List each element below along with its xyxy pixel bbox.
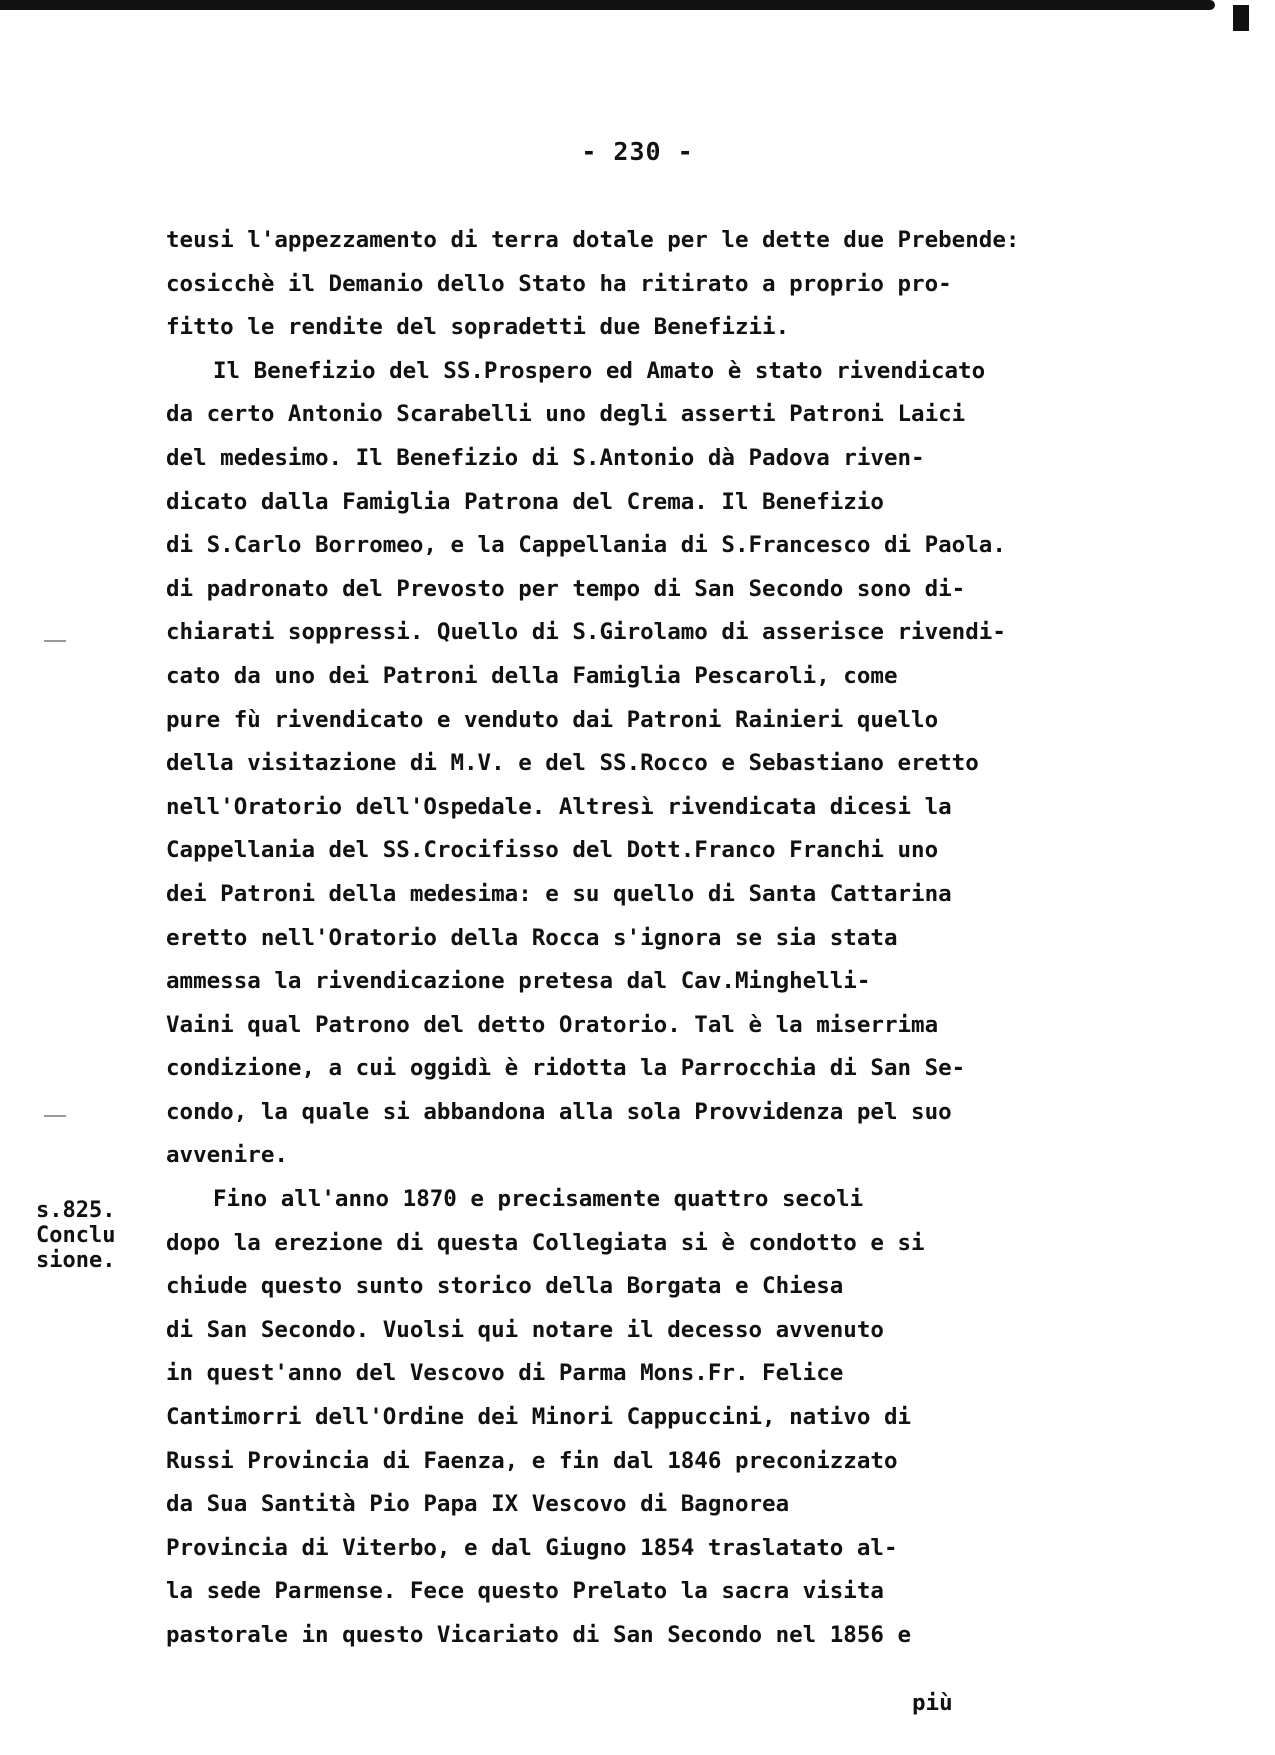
text-line: chiude questo sunto storico della Borgata e Chiesa [166,1273,844,1300]
text-line: Vaini qual Patrono del detto Oratorio. Tal è la miserrima [166,1011,939,1038]
margin-dash [44,640,66,642]
text-line: condo, la quale si abbandona alla sola Provvidenza pel suo [166,1098,952,1125]
margin-note-line: sione. [36,1248,116,1273]
text-line: dicato dalla Famiglia Patrona del Crema. Il Benefizio [166,488,884,515]
text-line: teusi l'appezzamento di terra dotale per le dette due Prebende: [166,227,1020,253]
text-line: Cappellania del SS.Crocifisso del Dott.Franco Franchi uno [166,837,939,864]
text-line: la sede Parmense. Fece questo Prelato la sacra visita [166,1578,884,1605]
text-line: di S.Carlo Borromeo, e la Cappellania di S.Francesco di Paola. [166,532,1006,559]
text-line: della visitazione di M.V. e del SS.Rocco e Sebastiano eretto [166,750,979,777]
text-line: pastorale in questo Vicariato di San Secondo nel 1856 e [166,1622,912,1648]
top-border-rule [0,0,1215,10]
text-line: nell'Oratorio dell'Ospedale. Altresì rivendicata dicesi la [166,793,952,820]
text-line: eretto nell'Oratorio della Rocca s'ignora se sia stata [166,924,898,951]
text-line: condizione, a cui oggidì è ridotta la Parrocchia di San Se- [166,1055,966,1082]
text-line: pure fù rivendicato e venduto dai Patroni Rainieri quello [166,706,939,733]
text-line: cosicchè il Demanio dello Stato ha ritirato a proprio pro- [166,270,952,297]
page-number: - 230 - [581,137,694,166]
margin-note [36,1198,156,1273]
text-line: Provincia di Viterbo, e dal Giugno 1854 traslatato al- [166,1534,898,1561]
text-line: dei Patroni della medesima: e su quello di Santa Cattarina [166,880,952,907]
text-line: in quest'anno del Vescovo di Parma Mons.Fr. Felice [166,1360,844,1387]
text-line: Fino all'anno 1870 e precisamente quattro secoli [213,1186,864,1213]
text-line: fitto le rendite del sopradetti due Benefizii. [166,314,790,341]
continuation-word: più [912,1690,953,1716]
text-line: di padronato del Prevosto per tempo di San Secondo sono di- [166,575,966,602]
text-line: da Sua Santità Pio Papa IX Vescovo di Bagnorea [166,1491,790,1518]
text-line: chiarati soppressi. Quello di S.Girolamo di asserisce rivendi- [166,619,1006,646]
text-line: dopo la erezione di questa Collegiata si è condotto e si [166,1229,925,1256]
body-text [166,219,1166,1658]
text-line: Il Benefizio del SS.Prospero ed Amato è stato rivendicato [213,357,986,384]
text-line: di San Secondo. Vuolsi qui notare il decesso avvenuto [166,1316,884,1343]
margin-dash [44,1115,66,1117]
text-line: Cantimorri dell'Ordine dei Minori Cappuccini, nativo di [166,1404,912,1431]
text-line: Russi Provincia di Faenza, e fin dal 1846 preconizzato [166,1447,898,1474]
text-line: ammessa la rivendicazione pretesa dal Cav.Minghelli- [166,968,871,995]
text-line: cato da uno dei Patroni della Famiglia Pescaroli, come [166,662,898,689]
text-line: da certo Antonio Scarabelli uno degli asserti Patroni Laici [166,401,966,428]
text-line: del medesimo. Il Benefizio di S.Antonio dà Padova riven- [166,444,925,471]
top-corner-mark [1233,5,1249,31]
text-line: avvenire. [166,1142,288,1169]
margin-note-line: Conclu [36,1223,116,1248]
margin-note-line: s.825. [36,1198,116,1223]
